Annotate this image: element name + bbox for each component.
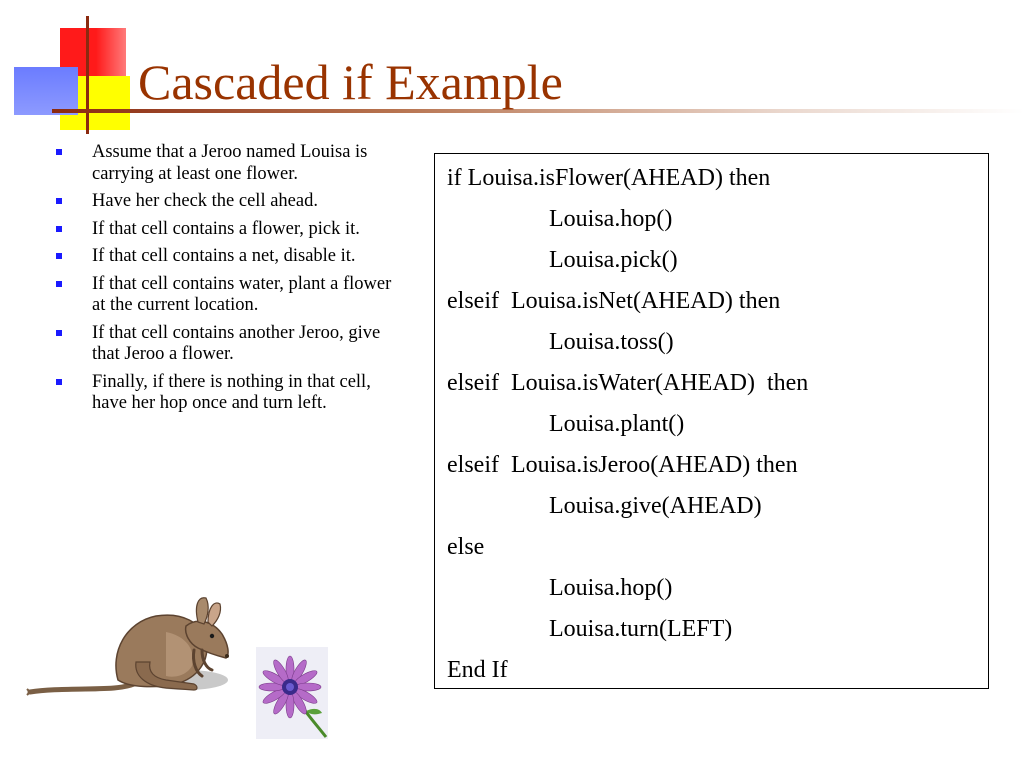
bullet-list: [54, 142, 394, 421]
code-box: [434, 153, 989, 689]
square-bullet-icon: [56, 149, 62, 155]
bullet-item: [54, 142, 394, 185]
bullet-item: [54, 191, 394, 213]
code-line: Louisa.hop(): [549, 575, 673, 601]
square-bullet-icon: [56, 198, 62, 204]
bullet-text: Finally, if there is nothing in that cell, have her hop once and turn left.: [92, 371, 371, 413]
bullet-item: [54, 323, 394, 366]
code-line: Louisa.pick(): [549, 247, 678, 273]
code-line: if Louisa.isFlower(AHEAD) then: [447, 165, 771, 191]
bullet-text: If that cell contains water, plant a flower at the current location.: [92, 273, 392, 315]
code-line: elseif Louisa.isJeroo(AHEAD) then: [447, 452, 798, 478]
flower-icon: [256, 647, 328, 739]
code-line: End If: [447, 657, 508, 683]
bullet-item: [54, 219, 394, 241]
decor-blue-square: [14, 67, 78, 115]
square-bullet-icon: [56, 281, 62, 287]
code-line: Louisa.plant(): [549, 411, 685, 437]
bullet-item: [54, 246, 394, 268]
square-bullet-icon: [56, 330, 62, 336]
code-line: Louisa.hop(): [549, 206, 673, 232]
code-line: elseif Louisa.isWater(AHEAD) then: [447, 370, 809, 396]
jeroo-icon: [26, 592, 236, 704]
bullet-text: Assume that a Jeroo named Louisa is carrying at least one flower.: [92, 142, 368, 184]
code-line: Louisa.give(AHEAD): [549, 493, 762, 519]
bullet-item: [54, 274, 394, 317]
bullet-text: If that cell contains a flower, pick it.: [92, 218, 360, 239]
code-line: Louisa.turn(LEFT): [549, 616, 733, 642]
slide-title: Cascaded if Example: [138, 54, 563, 110]
bullet-text: If that cell contains a net, disable it.: [92, 246, 356, 266]
square-bullet-icon: [56, 226, 62, 232]
square-bullet-icon: [56, 379, 62, 385]
code-line: Louisa.toss(): [549, 329, 674, 355]
code-line: else: [447, 534, 485, 560]
bullet-text: Have her check the cell ahead.: [92, 191, 318, 211]
bullet-item: [54, 372, 394, 415]
square-bullet-icon: [56, 253, 62, 259]
code-line: elseif Louisa.isNet(AHEAD) then: [447, 288, 781, 314]
bullet-text: If that cell contains another Jeroo, give that Jeroo a flower.: [92, 322, 381, 364]
decor-vertical-rule: [86, 16, 89, 134]
